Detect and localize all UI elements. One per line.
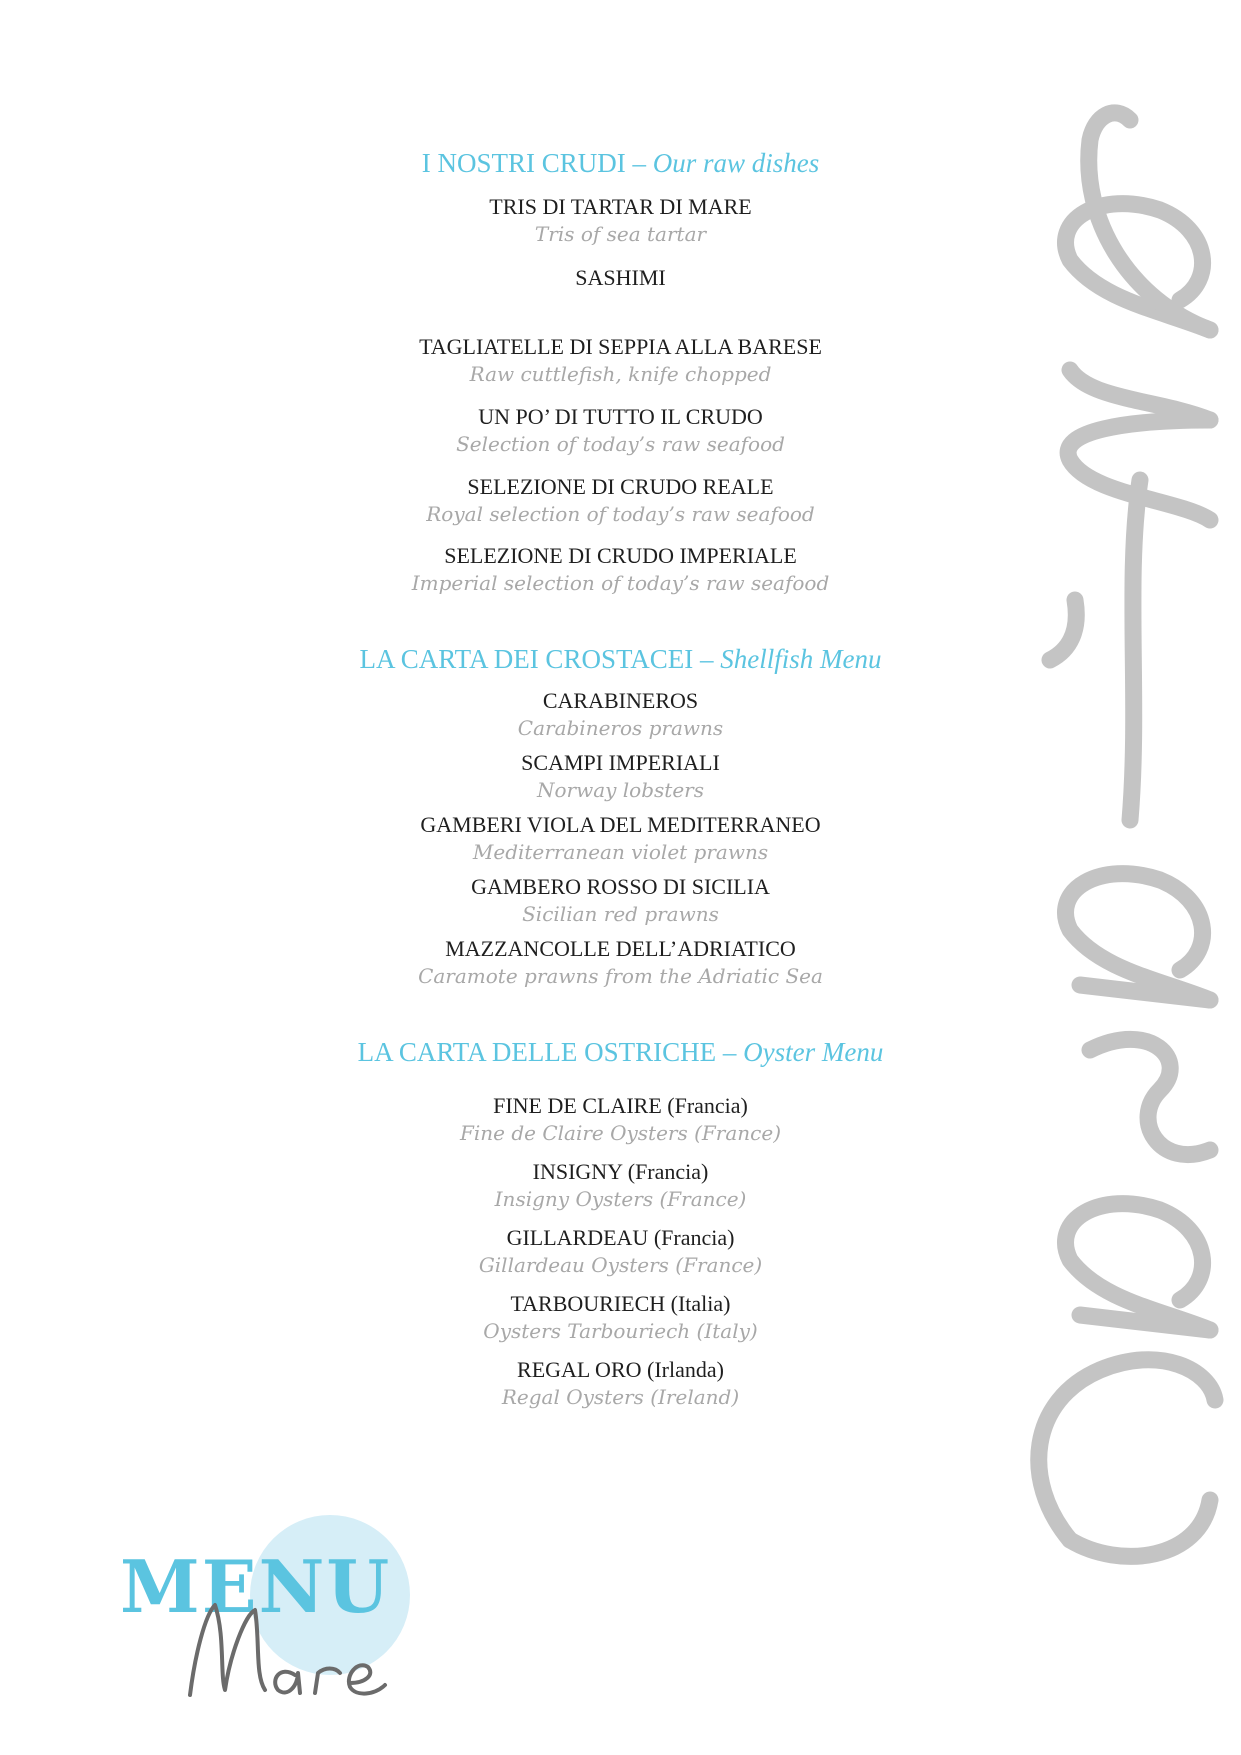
item-name-it: FINE DE CLAIRE (Francia) (493, 1093, 748, 1118)
item-name-en: Raw cuttlefish, knife chopped (469, 362, 772, 386)
item-name-en: Carabineros prawns (517, 716, 724, 740)
menu-mare-logo (110, 1515, 420, 1715)
item-name-it: MAZZANCOLLE DELL’ADRIATICO (445, 936, 796, 961)
section-title-en: Our raw dishes (652, 148, 820, 178)
item-name-en: Norway lobsters (536, 778, 704, 802)
casa-tua-watermark (1010, 100, 1240, 1600)
item-name-it: SCAMPI IMPERIALI (521, 750, 720, 775)
item-name-it: GAMBERO ROSSO DI SICILIA (471, 874, 770, 899)
item-name-en: Royal selection of today’s raw seafood (426, 502, 815, 526)
section-title-it: I NOSTRI CRUDI – (421, 148, 646, 178)
logo-mare-script (170, 1595, 400, 1705)
item-name-en: Gillardeau Oysters (France) (478, 1253, 763, 1277)
item-name-it: GILLARDEAU (Francia) (506, 1225, 735, 1250)
section-title-en: Oyster Menu (743, 1037, 884, 1067)
item-name-en: Selection of today’s raw seafood (456, 432, 785, 456)
item-name-it: SELEZIONE DI CRUDO IMPERIALE (444, 543, 797, 568)
item-name-it: GAMBERI VIOLA DEL MEDITERRANEO (420, 812, 821, 837)
item-name-it: INSIGNY (Francia) (532, 1159, 709, 1184)
section-title-it: LA CARTA DEI CROSTACEI – (359, 644, 714, 674)
item-name-en: Insigny Oysters (France) (494, 1187, 747, 1211)
item-name-it: TARBOURIECH (Italia) (510, 1291, 731, 1316)
item-name-en: Fine de Claire Oysters (France) (459, 1121, 781, 1145)
item-name-it: UN PO’ DI TUTTO IL CRUDO (478, 404, 763, 429)
item-name-en: Regal Oysters (Ireland) (501, 1385, 740, 1409)
item-name-it: REGAL ORO (Irlanda) (517, 1357, 724, 1382)
item-name-en: Tris of sea tartar (534, 222, 707, 246)
item-name-it: SASHIMI (575, 265, 666, 290)
section-title-it: LA CARTA DELLE OSTRICHE – (357, 1037, 737, 1067)
item-name-it: CARABINEROS (542, 688, 699, 713)
item-name-en: Caramote prawns from the Adriatic Sea (418, 964, 823, 988)
item-name-it: TRIS DI TARTAR DI MARE (489, 194, 752, 219)
item-name-it: TAGLIATELLE DI SEPPIA ALLA BARESE (419, 334, 822, 359)
item-name-it: SELEZIONE DI CRUDO REALE (467, 474, 774, 499)
item-name-en: Mediterranean violet prawns (472, 840, 769, 864)
item-name-en: Sicilian red prawns (522, 902, 719, 926)
item-name-en: Oysters Tarbouriech (Italy) (483, 1319, 758, 1343)
section-title-en: Shellfish Menu (720, 644, 882, 674)
logo-menu-word: MENU (120, 1544, 392, 1629)
item-name-en: Imperial selection of today’s raw seafood (411, 571, 830, 595)
